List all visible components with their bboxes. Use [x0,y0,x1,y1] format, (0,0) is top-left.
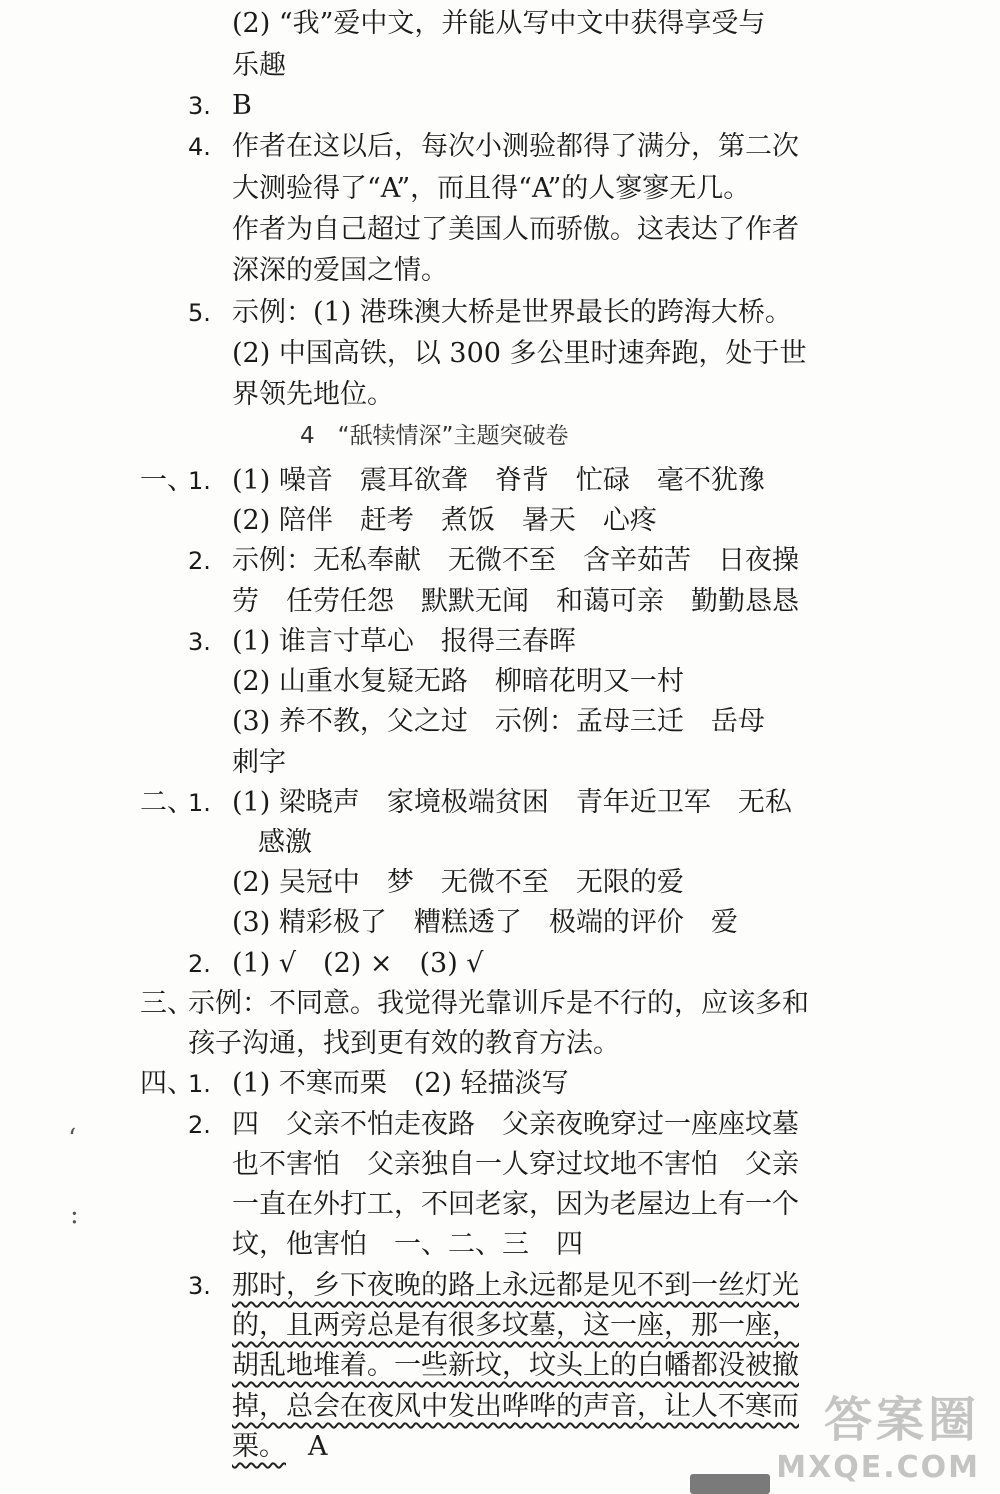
margin-mark: ‘ [68,1124,77,1154]
part4-q2-line: 也不害怕 父亲独自一人穿过坟地不害怕 父亲 [232,1149,799,1180]
q-number-5: 5. [188,299,211,327]
part1-q2-line: 示例：无私奉献 无微不至 含辛茹苦 日夜操 [232,545,799,576]
underlined-text: 栗。 [232,1431,286,1462]
part2-q1-line: 感激 [258,827,312,858]
part1-q3-line: 刺字 [232,747,286,778]
watermark-logo [776,1381,980,1485]
underlined-text: 掉，总会在夜风中发出哗哗的声音，让人不寒而 [232,1391,799,1422]
part-marker-3: 三、 [140,988,194,1019]
page-number-box [690,1474,770,1494]
q-number-4: 4. [188,133,211,161]
part1-q3-line: (2) 山重水复疑无路 柳暗花明又一村 [232,666,684,697]
part-marker-2: 二、 [140,787,194,818]
prev-q3-answer: B [232,90,252,121]
q-number-3: 3. [188,628,211,656]
part4-q3-answer: A [308,1431,328,1462]
prev-q4-line: 大测验得了“A”，而且得“A”的人寥寥无几。 [232,173,751,204]
part4-q2-line: 一直在外打工，不回老家，因为老屋边上有一个 [232,1189,799,1220]
q-number-2: 2. [188,547,211,575]
q-number-3: 3. [188,1272,211,1300]
part1-q3-line: (3) 养不教，父之过 示例：孟母三迁 岳母 [232,706,765,737]
q-number-1: 1. [188,1070,211,1098]
margin-mark: : [70,1200,79,1230]
prev-q5-line: (2) 中国高铁，以 300 多公里时速奔跑，处于世 [232,338,807,369]
part3-line: 示例：不同意。我觉得光靠训斥是不行的，应该多和 [188,988,809,1019]
part4-q3-line [232,1427,328,1467]
watermark-cn: 答案圈 [823,1392,980,1448]
q-number-1: 1. [188,467,211,495]
q-number-1: 1. [188,789,211,817]
q-number-3: 3. [188,92,211,120]
part2-q1-line: (2) 吴冠中 梦 无微不至 无限的爱 [232,867,684,898]
part1-q3-line: (1) 谁言寸草心 报得三春晖 [232,626,576,657]
section-title: 4 “舐犊情深”主题突破卷 [300,423,569,449]
part4-q2-line: 坟，他害怕 一、二、三 四 [232,1229,583,1260]
part1-q1-line: (2) 陪伴 赶考 煮饭 暑天 心疼 [232,505,657,536]
part4-q2-line: 四 父亲不怕走夜路 父亲夜晚穿过一座座坟墓 [232,1109,799,1140]
prev-q4-line: 作者为自己超过了美国人而骄傲。这表达了作者 [232,214,799,245]
part2-q1-line: (1) 梁晓声 家境极端贫困 青年近卫军 无私 [232,787,792,818]
part4-q1-line: (1) 不寒而栗 (2) 轻描淡写 [232,1068,569,1099]
part2-q1-line: (3) 精彩极了 糟糕透了 极端的评价 爱 [232,907,738,938]
part4-q3-line [232,1306,799,1346]
part4-q3-line [232,1266,799,1306]
part2-q2-line: (1) √ (2) × (3) √ [232,948,484,979]
underlined-text: 那时，乡下夜晚的路上永远都是见不到一丝灯光 [232,1270,799,1301]
part-marker-1: 一、 [140,465,194,496]
part3-line: 孩子沟通，找到更有效的教育方法。 [188,1028,620,1059]
prev-q4-line: 作者在这以后，每次小测验都得了满分，第二次 [232,131,799,162]
prev-q2-line1: (2) “我”爱中文，并能从写中文中获得享受与 [232,8,766,39]
watermark-url: MXQE.COM [776,1450,980,1485]
part1-q2-line: 劳 任劳任怨 默默无闻 和蔼可亲 勤勤恳恳 [232,586,799,617]
prev-q5-line: 界领先地位。 [232,379,394,410]
prev-q4-line: 深深的爱国之情。 [232,255,448,286]
underlined-text: 的，且两旁总是有很多坟墓，这一座，那一座， [232,1310,799,1341]
prev-q5-line: 示例：(1) 港珠澳大桥是世界最长的跨海大桥。 [232,297,792,328]
part1-q1-line: (1) 噪音 震耳欲聋 脊背 忙碌 毫不犹豫 [232,465,765,496]
part4-q3-line [232,1387,799,1427]
prev-q2-line2: 乐趣 [232,50,286,81]
part4-q3-line [232,1346,799,1386]
q-number-2: 2. [188,1111,211,1139]
part-marker-4: 四、 [140,1068,194,1099]
underlined-text: 胡乱地堆着。一些新坟，坟头上的白幡都没被撤 [232,1350,799,1381]
q-number-2: 2. [188,950,211,978]
